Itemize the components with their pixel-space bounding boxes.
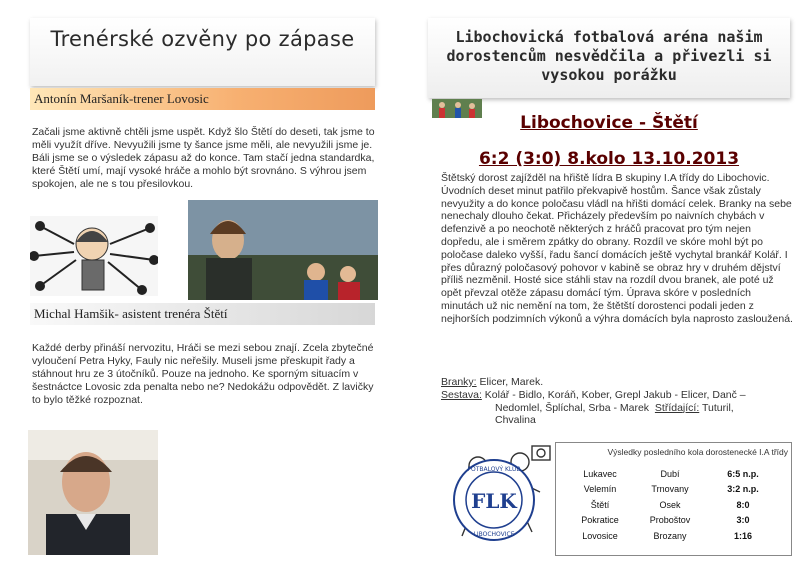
table-row: [572, 497, 774, 513]
lineup-first: Kolář - Bidlo, Koráň, Kober, Grepl Jakub - Elicer, Danč –: [481, 388, 746, 401]
away-team: Trnovany: [651, 484, 689, 495]
table-row: [572, 513, 774, 529]
club-logo: [452, 458, 536, 542]
match-result: 3:2 n.p.: [727, 484, 759, 495]
press-cartoon-image: [30, 216, 158, 296]
match-report: Štětský dorost zajížděl na hřiště lídra B skupiny I.A třídy do Libochovic. Úvodních deset minut patřilo překvapivě hostům. Šance však zůstaly nevyužity a do konce poločasu vládl na hřišti domácí celek. Branky na sebe nenechaly dlouho čekat. Přicházely především po naivních chybách v defenzivě a po neochotě některých z hráčů pracovat pro tým nejen dopředu, ale i směrem zpátky do obrany. Rozdíl ve skóre mohl být po poločase daleko vyšší, řadu šancí domácích ještě vychytal brankář Kolář. I přes důrazný poločasový pohovor v kabině se obraz hry v druhém dějství příliš nezměnil. Hosté sice stáhli stav na rozdíl dvou branek, ale poté už opět převzal otěže zápasu domácí tým. Úprava skóre v posledních minutách už nic nemění na tom, že štětští dorostenci podali jeden z nejhorších podzimních výkonů a výhra domácích byla naprosto zasloužená.: [441, 172, 793, 325]
away-team: Proboštov: [649, 515, 691, 526]
results-heading: Výsledky posledního kola dorostenecké I.A třídy: [607, 447, 788, 457]
lineup-second: Nedomlel, Šplíchal, Srba - Marek: [495, 401, 650, 414]
press-illustration: [30, 216, 158, 296]
flk-logo-icon: [452, 458, 536, 542]
lineup-label: Sestava:: [441, 388, 482, 401]
match-lineup: [441, 376, 793, 427]
match-result: 3:0: [736, 515, 750, 526]
svg-text:FLK: FLK: [471, 489, 517, 513]
trainer-lovosice-header: [30, 88, 375, 110]
lineup-continued: [441, 402, 793, 415]
right-title-text: Libochovická fotbalová aréna našim dorostencům nesvědčila a přivezli si vysokou porážku: [446, 28, 772, 84]
svg-text:FOTBALOVÝ KLUB: FOTBALOVÝ KLUB: [467, 466, 521, 473]
goals-value: Elicer, Marek.: [476, 376, 544, 388]
home-team: Štětí: [590, 499, 610, 510]
match-result: 6:5 n.p.: [727, 468, 759, 479]
home-team: Velemín: [583, 484, 617, 495]
goals-line: [441, 376, 793, 389]
subs-continued: Chvalina: [495, 414, 536, 427]
svg-text:LIBOCHOVICE: LIBOCHOVICE: [473, 531, 515, 538]
right-article-title: [428, 18, 790, 98]
match-title: Libochovice - Štětí: [520, 113, 698, 133]
trainer-lovosice-photo: [188, 200, 378, 300]
match-result: 1:16: [733, 530, 752, 541]
home-team: Lukavec: [583, 468, 617, 479]
assistant-stetí-photo: [28, 430, 158, 555]
subs-value: Tuturil,: [699, 401, 734, 414]
lineup-line: [441, 389, 793, 427]
assistant-stetí-name: Michal Hamšik- asistent trenéra Štětí: [34, 306, 228, 321]
match-score: 6:2 (3:0) 8.kolo 13.10.2013: [478, 149, 740, 169]
away-team: Brozany: [653, 530, 687, 541]
left-title-text: Trenérské ozvěny po zápase: [50, 27, 355, 51]
assistant-stetí-quote: Každé derby přináší nervozitu, Hráči se mezi sebou znají. Zcela zbytečné vyloučení Petra Hyky, Fauly nic neřešily. Museli jsme přeskupit řady a stáhnout hru ze 3 útočníků. Pouze na jednoho. Ke sporným situacím v šestnáctce Lovosic zda penalta nebo ne? Nedokážu odpovědět. Z lavičky to bylo těžké rozpoznat.: [32, 342, 374, 406]
left-article-title: [30, 18, 375, 86]
results-table: [572, 466, 774, 544]
trainer-photo-image: [188, 200, 378, 300]
match-result: 8:0: [736, 499, 750, 510]
subs-label: Střídající:: [654, 401, 700, 414]
assistant-stetí-header: [30, 303, 375, 325]
table-row: [572, 528, 774, 544]
home-team: Lovosice: [582, 530, 618, 541]
table-row: [572, 466, 774, 482]
trainer-lovosice-quote: Začali jsme aktivně chtěli jsme uspět. Když šlo Štětí do deseti, tak jsme to měli využít dříve. Nevyužili jsme ty šance jsme měli, ale nevyužili jsme je. Báli jsme se o výsledek zápasu až do konce. Tam stačí jedna standardka, které Štětí umí, mají vysoké hráče a mohlo být srovnáno. S výhrou jsem spokojen, ale ne s tou přesilovkou.: [32, 126, 375, 190]
trainer-lovosice-name: Antonín Maršaník-trener Lovosic: [34, 91, 209, 106]
home-team: Pokratice: [581, 515, 619, 526]
assistant-photo-image: [28, 430, 158, 555]
away-team: Osek: [659, 499, 681, 510]
goals-label: Branky:: [441, 376, 477, 388]
away-team: Dubí: [660, 468, 680, 479]
table-row: [572, 482, 774, 498]
